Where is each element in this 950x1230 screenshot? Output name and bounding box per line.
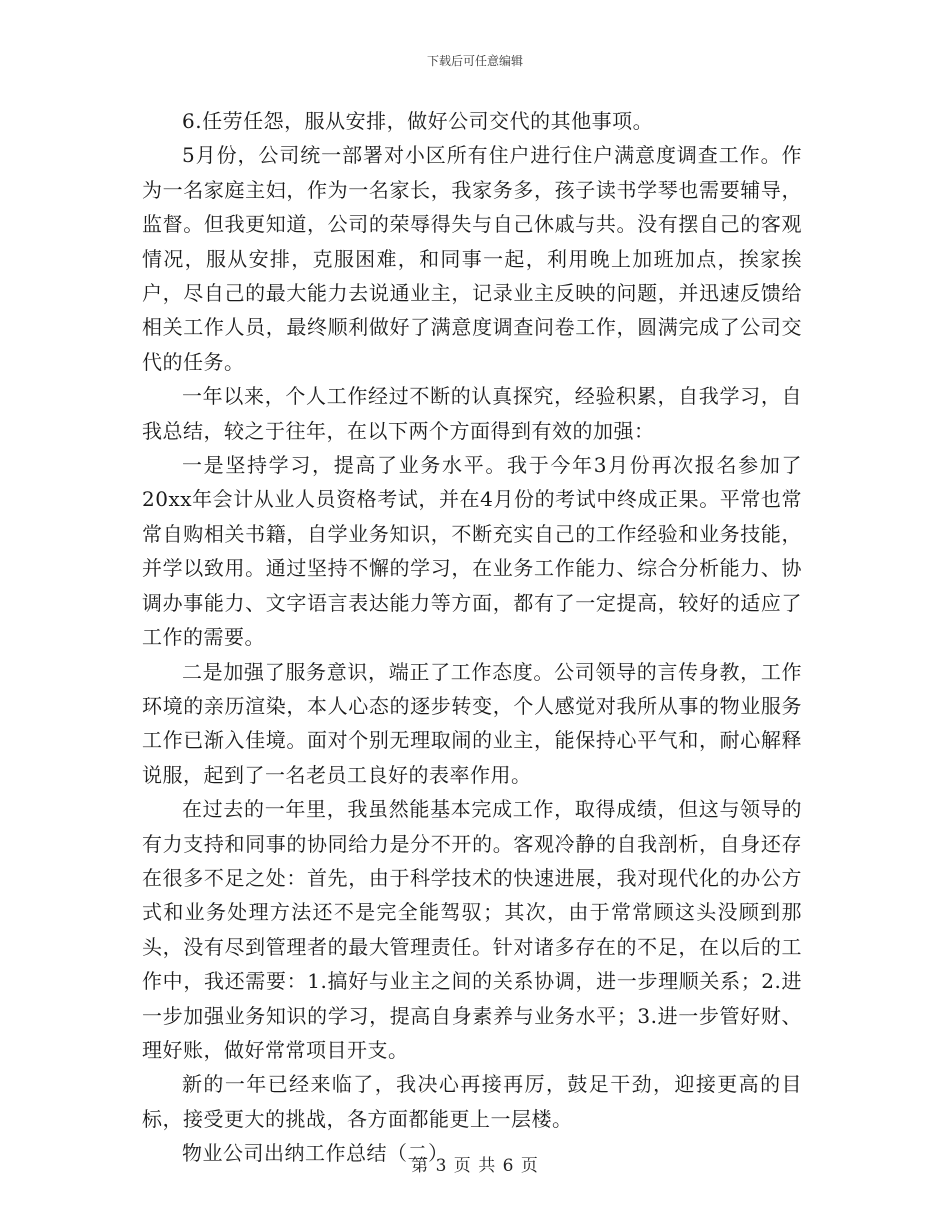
paragraph-6: 在过去的一年里，我虽然能基本完成工作，取得成绩，但这与领导的有力支持和同事的协同给力是分不开的。客观冷静的自我剖析，自身还存在很多不足之处：首先，由于科学技术的快速进展，我对现代化的办公方式和业务处理方法还不是完全能驾驭；其次，由于常常顾这头没顾到那头，没有尽到管理者的最大管理责任。针对诸多存在的不足，在以后的工作中，我还需要：1.搞好与业主之间的关系协调，进一步理顺关系；2.进一步加强业务知识的学习，提高自身素养与业务水平；3.进一步管好财、理好账，做好常常项目开支。	[142, 797, 802, 1062]
section-heading: 物业公司出纳工作总结（二）	[182, 1141, 449, 1166]
paragraph-3: 一年以来，个人工作经过不断的认真探究，经验积累，自我学习，自我总结，较之于往年，在以下两个方面得到有效的加强：	[142, 384, 802, 443]
page-header: 下载后可任意编辑	[426, 54, 523, 68]
page-number-footer: 第 3 页 共 6 页	[411, 1156, 539, 1176]
paragraph-1: 6.任劳任怨，服从安排，做好公司交代的其他事项。	[182, 109, 654, 133]
paragraph-7: 新的一年已经来临了，我决心再接再厉，鼓足干劲，迎接更高的目标，接受更大的挑战，各方面都能更上一层楼。	[142, 1072, 802, 1131]
paragraph-4: 一是坚持学习，提高了业务水平。我于今年3月份再次报名参加了20xx年会计从业人员资格考试，并在4月份的考试中终成正果。平常也常常自购相关书籍，自学业务知识，不断充实自己的工作经验和业务技能，并学以致用。通过坚持不懈的学习，在业务工作能力、综合分析能力、协调办事能力、文字语言表达能力等方面，都有了一定提高，较好的适应了工作的需要。	[142, 453, 802, 650]
paragraph-5: 二是加强了服务意识，端正了工作态度。公司领导的言传身教，工作环境的亲历渲染，本人心态的逐步转变，个人感觉对我所从事的物业服务工作已渐入佳境。面对个别无理取闹的业主，能保持心平气和，耐心解释说服，起到了一名老员工良好的表率作用。	[142, 659, 802, 787]
document-body	[142, 104, 802, 1171]
paragraph-2: 5月份，公司统一部署对小区所有住户进行住户满意度调查工作。作为一名家庭主妇，作为一名家长，我家务多，孩子读书学琴也需要辅导，监督。但我更知道，公司的荣辱得失与自己休戚与共。没有摆自己的客观情况，服从安排，克服困难，和同事一起，利用晚上加班加点，挨家挨户，尽自己的最大能力去说通业主，记录业主反映的问题，并迅速反馈给相关工作人员，最终顺利做好了满意度调查问卷工作，圆满完成了公司交代的任务。	[142, 143, 802, 374]
